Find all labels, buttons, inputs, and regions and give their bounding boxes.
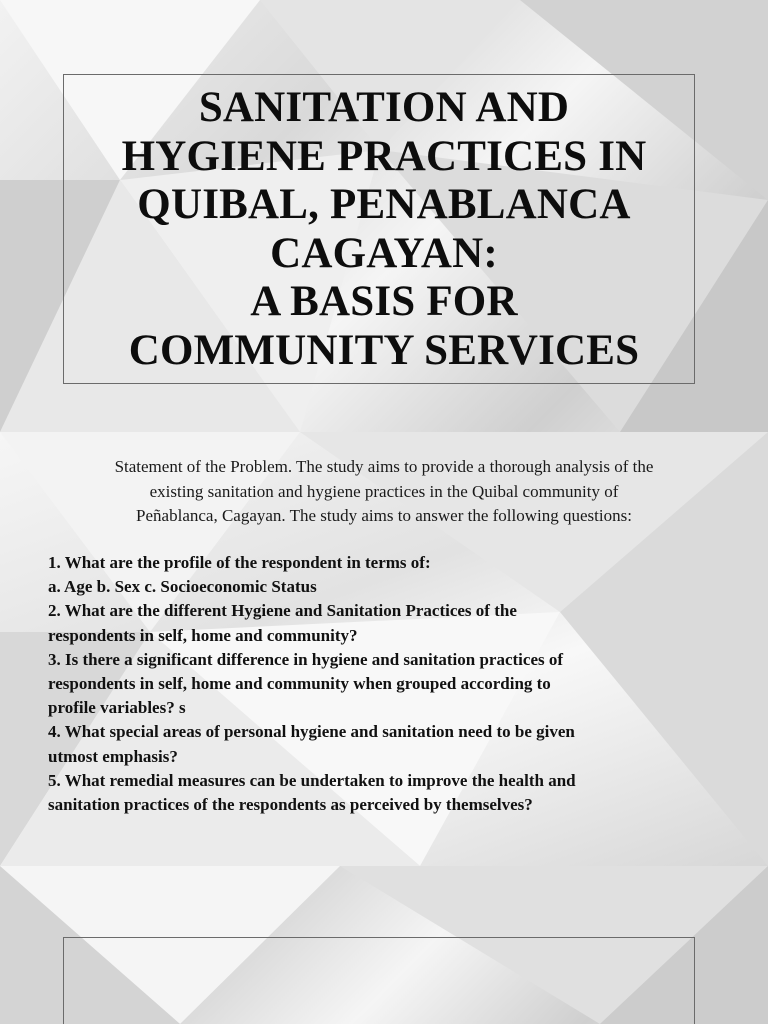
question-line: 3. Is there a significant difference in hygiene and sanitation practices of <box>48 649 564 669</box>
title-line: SANITATION AND <box>198 84 570 131</box>
question-line: 2. What are the different Hygiene and Sanitation Practices of the <box>48 601 517 621</box>
question-line: respondents in self, home and community when grouped according to <box>48 674 551 694</box>
intro-line: Statement of the Problem. The study aims to provide a thorough analysis of the <box>114 457 654 476</box>
intro-line: Peñablanca, Cagayan. The study aims to answer the following questions: <box>136 506 632 525</box>
question-line: a. Age b. Sex c. Socioeconomic Status <box>48 577 317 597</box>
research-questions <box>48 551 738 817</box>
question-line: respondents in self, home and community? <box>48 625 358 645</box>
next-slide <box>0 866 768 1024</box>
next-slide-frame <box>63 937 695 1024</box>
title-line: CAGAYAN: <box>270 229 498 277</box>
problem-statement <box>40 455 728 529</box>
title-line: COMMUNITY SERVICES <box>128 326 640 374</box>
question-line: utmost emphasis? <box>48 746 178 766</box>
question-line: 5. What remedial measures can be undertaken to improve the health and <box>48 770 576 790</box>
title-line: A BASIS FOR <box>250 278 518 325</box>
question-line: 1. What are the profile of the respondent in terms of: <box>48 553 431 572</box>
question-line: 4. What special areas of personal hygiene and sanitation need to be given <box>48 722 575 742</box>
question-line: profile variables? s <box>48 698 186 718</box>
title-line: QUIBAL, PENABLANCA <box>137 181 631 228</box>
slide-title <box>40 84 728 375</box>
title-line: HYGIENE PRACTICES IN <box>121 132 647 180</box>
intro-line: existing sanitation and hygiene practices in the Quibal community of <box>149 481 619 501</box>
question-line: sanitation practices of the respondents as perceived by themselves? <box>48 795 533 815</box>
